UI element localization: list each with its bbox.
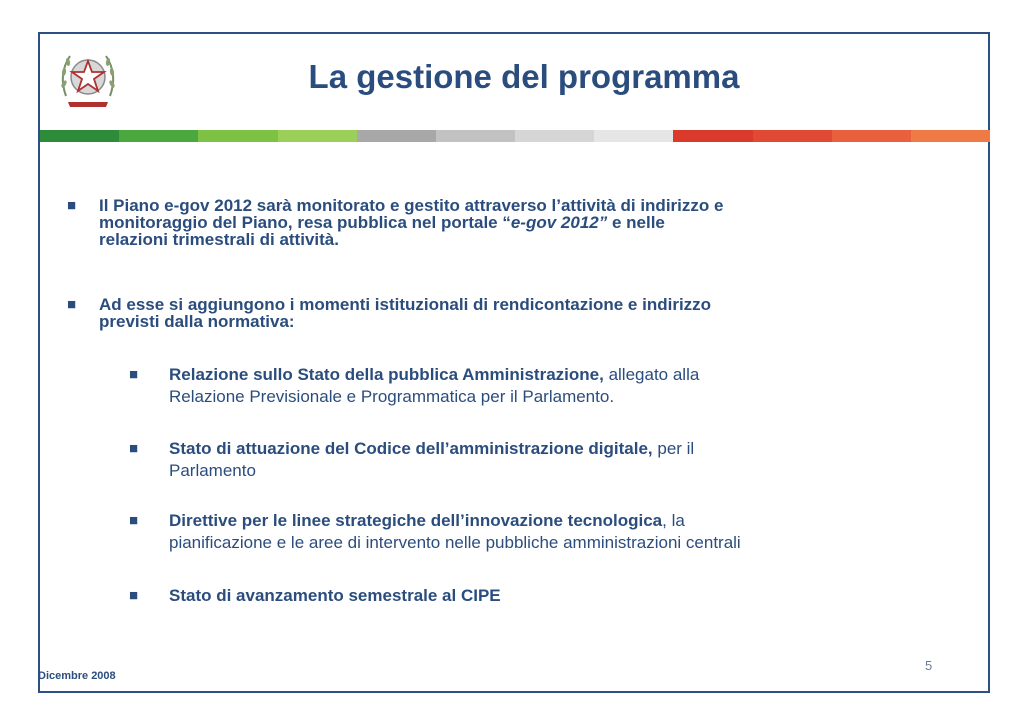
subitem-1 — [129, 364, 929, 408]
subitem-1-line-2: Relazione Previsionale e Programmatica per il Parlamento. — [169, 387, 615, 406]
stripe-segment — [594, 130, 673, 142]
subitem-3-line-2: pianificazione e le aree di intervento nelle pubbliche amministrazioni centrali — [169, 533, 741, 552]
stripe-segment — [753, 130, 832, 142]
subitem-1-bold: Relazione sullo Stato della pubblica Amministrazione, — [169, 365, 604, 384]
stripe-segment — [832, 130, 911, 142]
bullet-2 — [67, 295, 929, 331]
subitem-4 — [129, 585, 929, 607]
subitem-4-bold: Stato di avanzamento semestrale al CIPE — [169, 586, 501, 605]
subitem-marker: ■ — [129, 440, 139, 457]
stripe-segment — [911, 130, 990, 142]
bullet-1-line-3: relazioni trimestrali di attività. — [99, 230, 339, 249]
bullet-1-line-2-tail: e nelle — [607, 213, 665, 232]
bullet-marker: ■ — [67, 296, 77, 313]
subitem-2-normal: per il — [652, 439, 695, 458]
subitem-3-bold: Direttive per le linee strategiche dell’innovazione tecnologica — [169, 511, 663, 530]
stripe-segment — [515, 130, 594, 142]
stripe-segment — [357, 130, 436, 142]
bullet-1-line-2-text: monitoraggio del Piano, resa pubblica nel portale “ — [99, 213, 511, 232]
subitem-marker: ■ — [129, 587, 139, 604]
slide-title: La gestione del programma — [308, 58, 740, 95]
subitem-marker: ■ — [129, 366, 139, 383]
stripe-segment — [278, 130, 357, 142]
bullet-2-line-1: Ad esse si aggiungono i momenti istituzionali di rendicontazione e indirizzo — [99, 295, 712, 314]
subitem-1-normal: allegato alla — [603, 365, 700, 384]
subitem-2-bold: Stato di attuazione del Codice dell’amministrazione digitale, — [169, 439, 653, 458]
footer-date: Dicembre 2008 — [38, 670, 116, 682]
subitem-2 — [129, 438, 929, 482]
stripe-segment — [673, 130, 752, 142]
bullet-marker: ■ — [67, 197, 77, 214]
bullet-1-line-1: Il Piano e-gov 2012 sarà monitorato e gestito attraverso l’attività di indirizzo e — [99, 196, 724, 215]
subitem-3 — [129, 510, 929, 554]
stripe-segment — [198, 130, 277, 142]
stripe-segment — [119, 130, 198, 142]
bullet-1 — [67, 196, 929, 249]
subitem-marker: ■ — [129, 512, 139, 529]
bullet-1-line-2 — [99, 214, 929, 231]
page-number: 5 — [925, 658, 933, 673]
subitem-3-normal: , la — [662, 511, 685, 530]
bullet-1-portal-name: e-gov 2012” — [510, 213, 608, 232]
subitem-2-line-2: Parlamento — [169, 461, 256, 480]
bullet-2-line-2: previsti dalla normativa: — [99, 312, 295, 331]
republic-emblem-icon — [56, 44, 120, 116]
stripe-segment — [436, 130, 515, 142]
color-stripe — [40, 130, 990, 142]
stripe-segment — [40, 130, 119, 142]
